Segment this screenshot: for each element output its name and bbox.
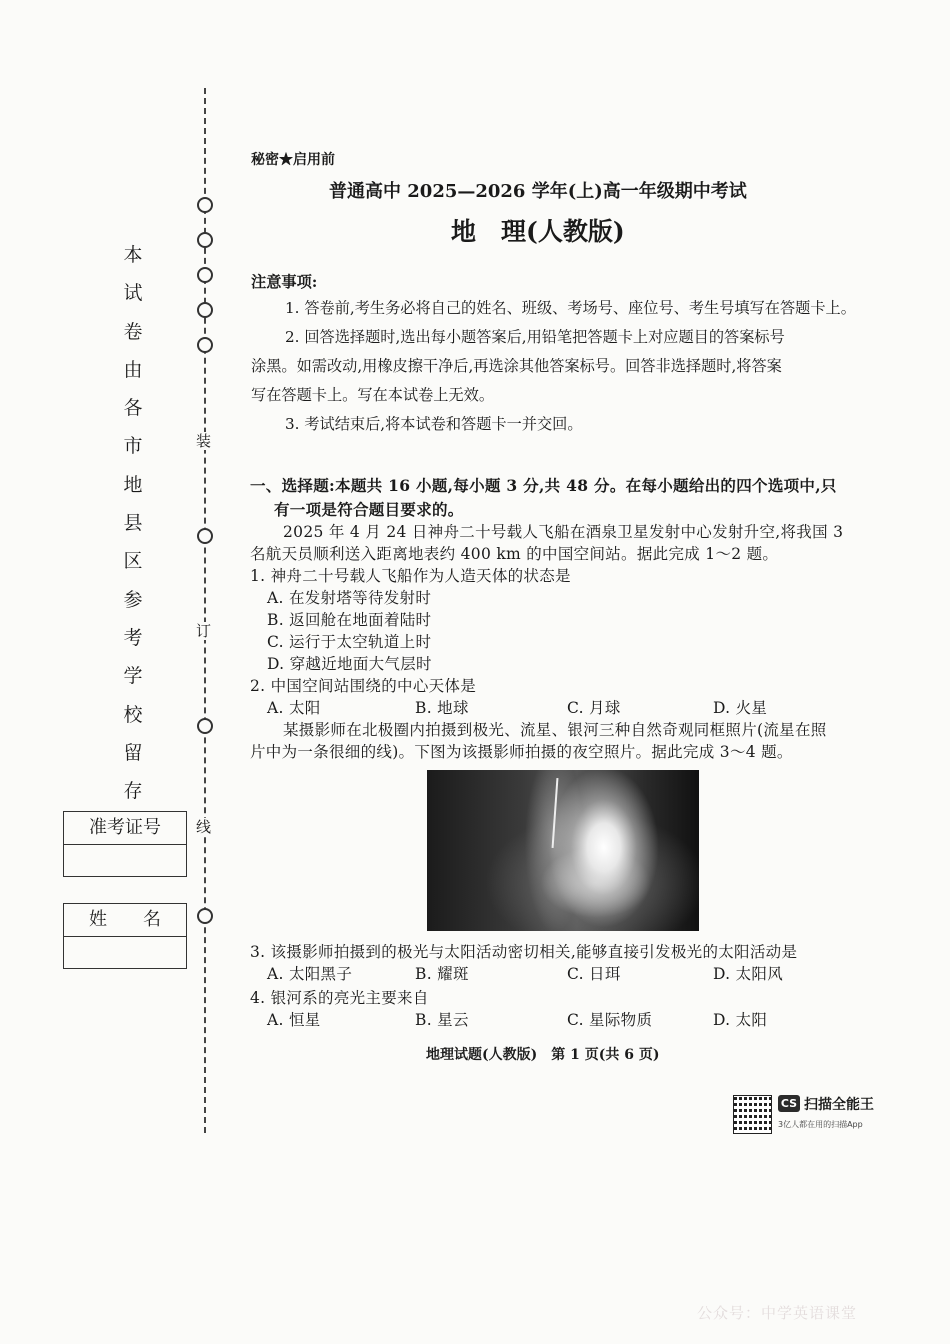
question-4-option-b[interactable]: B. 星云 <box>415 1011 469 1029</box>
question-2-option-d[interactable]: D. 火星 <box>713 699 768 717</box>
question-1-stem: 1. 神舟二十号载人飞船作为人造天体的状态是 <box>250 567 571 585</box>
passage-2-line-2: 片中为一条很细的线)。下图为该摄影师拍摄的夜空照片。据此完成 3～4 题。 <box>250 743 793 761</box>
question-1-option-b[interactable]: B. 返回舱在地面着陆时 <box>267 611 432 629</box>
question-3-option-a[interactable]: A. 太阳黑子 <box>267 965 353 983</box>
section-1-heading: 一、选择题:本题共 16 小题,每小题 3 分,共 48 分。在每小题给出的四个选项中,只 <box>250 476 837 495</box>
question-2-stem: 2. 中国空间站围绕的中心天体是 <box>250 677 477 695</box>
night-sky-photo <box>427 770 699 931</box>
notice-item-1: 1. 答卷前,考生务必将自己的姓名、班级、考场号、座位号、考生号填写在答题卡上。 <box>285 299 856 317</box>
notice-item-2-line-2: 涂黑。如需改动,用橡皮擦干净后,再选涂其他答案标号。回答非选择题时,将答案 <box>251 357 782 375</box>
notice-heading: 注意事项: <box>251 273 318 291</box>
qr-code-icon <box>733 1095 772 1134</box>
question-4-option-d[interactable]: D. 太阳 <box>713 1011 768 1029</box>
binding-char-zhuang: 装 <box>196 432 212 450</box>
binding-hole <box>197 908 213 924</box>
question-1-option-d[interactable]: D. 穿越近地面大气层时 <box>267 655 432 673</box>
binding-hole <box>197 197 213 213</box>
camscanner-badge: CS <box>778 1095 800 1112</box>
question-3-option-b[interactable]: B. 耀斑 <box>415 965 469 983</box>
binding-char-ding: 订 <box>196 622 212 640</box>
binding-hole <box>197 302 213 318</box>
passage-1-line-1: 2025 年 4 月 24 日神舟二十号载人飞船在酒泉卫星发射中心发射升空,将我国 3 <box>283 523 844 541</box>
page-footer: 地理试题(人教版) 第 1 页(共 6 页) <box>426 1047 660 1063</box>
question-2-option-c[interactable]: C. 月球 <box>567 699 621 717</box>
subject-title: 地 理(人教版) <box>451 217 625 246</box>
question-3-option-c[interactable]: C. 日珥 <box>567 965 621 983</box>
exam-id-box[interactable] <box>63 811 187 877</box>
binding-char-xian: 线 <box>196 818 212 836</box>
watermark-text: 公众号：中学英语课堂 <box>697 1304 858 1322</box>
exam-title: 普通高中 2025—2026 学年(上)高一年级期中考试 <box>329 181 747 202</box>
notice-item-3: 3. 考试结束后,将本试卷和答题卡一并交回。 <box>285 415 583 433</box>
secret-label: 秘密★启用前 <box>251 152 335 168</box>
question-2-option-a[interactable]: A. 太阳 <box>267 699 321 717</box>
passage-1-line-2: 名航天员顺利送入距离地表约 400 km 的中国空间站。据此完成 1～2 题。 <box>250 545 779 563</box>
question-2-option-b[interactable]: B. 地球 <box>415 699 469 717</box>
question-1-option-c[interactable]: C. 运行于太空轨道上时 <box>267 633 432 651</box>
name-label: 姓 名 <box>64 904 186 937</box>
question-4-option-a[interactable]: A. 恒星 <box>267 1011 321 1029</box>
binding-hole <box>197 718 213 734</box>
name-field[interactable] <box>64 937 186 968</box>
section-1-heading-line-2: 有一项是符合题目要求的。 <box>274 500 464 519</box>
question-3-stem: 3. 该摄影师拍摄到的极光与太阳活动密切相关,能够直接引发极光的太阳活动是 <box>250 943 798 961</box>
name-box[interactable] <box>63 903 187 969</box>
exam-id-label: 准考证号 <box>64 812 186 845</box>
binding-hole <box>197 528 213 544</box>
scanner-tagline: 3亿人都在用的扫描App <box>778 1120 863 1129</box>
question-4-stem: 4. 银河系的亮光主要来自 <box>250 989 429 1007</box>
binding-hole <box>197 337 213 353</box>
binding-hole <box>197 267 213 283</box>
passage-2-line-1: 某摄影师在北极圈内拍摄到极光、流星、银河三种自然奇观同框照片(流星在照 <box>283 721 827 739</box>
exam-id-field[interactable] <box>64 845 186 876</box>
scanner-app-name: 扫描全能王 <box>804 1097 874 1113</box>
question-3-option-d[interactable]: D. 太阳风 <box>713 965 784 983</box>
vertical-retention-notice: 本 试 卷 由 各 市 地 县 区 参 考 学 校 留 存 <box>123 244 143 803</box>
binding-hole <box>197 232 213 248</box>
notice-item-2-line-3: 写在答题卡上。写在本试卷上无效。 <box>251 386 494 404</box>
question-1-option-a[interactable]: A. 在发射塔等待发射时 <box>267 589 432 607</box>
question-4-option-c[interactable]: C. 星际物质 <box>567 1011 653 1029</box>
notice-item-2-line-1: 2. 回答选择题时,选出每小题答案后,用铅笔把答题卡上对应题目的答案标号 <box>285 328 785 346</box>
